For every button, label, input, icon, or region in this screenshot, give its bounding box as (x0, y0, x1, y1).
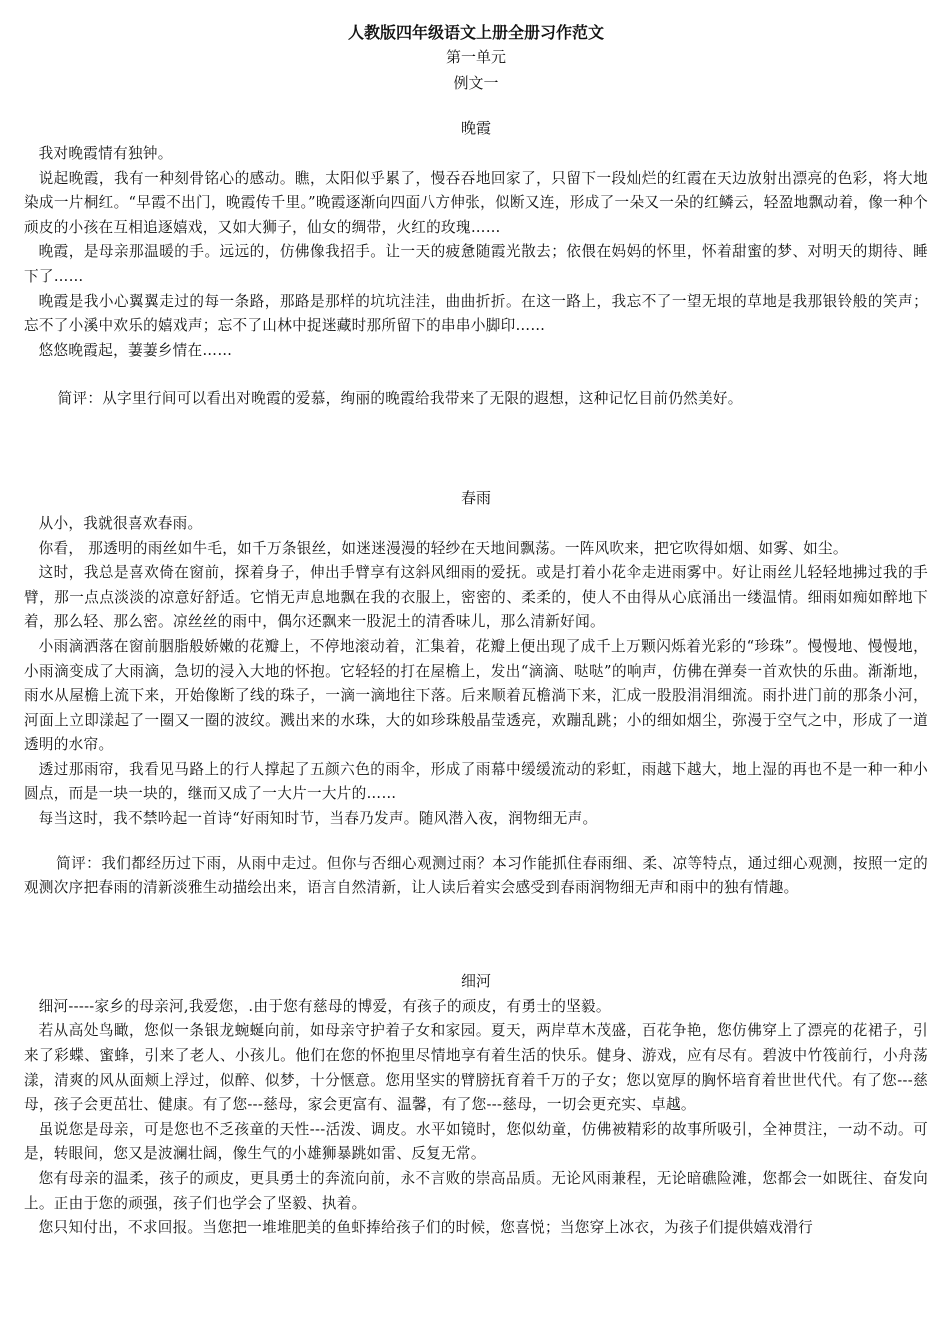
paragraph: 若从高处鸟瞰，您似一条银龙蜿蜒向前，如母亲守护着子女和家园。夏天，两岸草木茂盛，百花争艳，您仿佛穿上了漂亮的花裙子，引来了彩蝶、蜜蜂，引来了老人、小孩儿。他们在您的怀抱里尽情地享有着生活的快乐。健身、游戏，应有尽有。碧波中竹筏前行，小舟荡漾，清爽的风从面颊上浮过，似醉、似梦，十分惬意。您用坚实的臂膀抚育着千万的子女；您以宽厚的胸怀培育着世世代代。有了您---慈母，孩子会更茁壮、健康。有了您---慈母，家会更富有、温馨，有了您---慈母，一切会更充实、卓越。 (24, 1022, 928, 1114)
paragraph: 这时，我总是喜欢倚在窗前，探着身子，伸出手臂享有这斜风细雨的爱抚。或是打着小花伞走进雨雾中。好让雨丝儿轻轻地拂过我的手臂，那一点点淡淡的凉意好舒适。它悄无声息地飘在我的衣服上，密密的、柔柔的，使人不由得从心底涌出一缕温情。细雨如痴如醉地下着，那么轻、那么密。凉丝丝的雨中，偶尔还飘来一股泥土的清香味儿，那么清新好闻。 (24, 564, 928, 631)
paragraph: 小雨滴洒落在窗前胭脂般娇嫩的花瓣上，不停地滚动着，汇集着，花瓣上便出现了成千上万颗闪烁着光彩的“珍珠”。慢慢地、慢慢地，小雨滴变成了大雨滴，急切的浸入大地的怀抱。它轻轻的打在屋檐上，发出“滴滴、哒哒”的响声，仿佛在弹奏一首欢快的乐曲。渐渐地，雨水从屋檐上流下来，开始像断了线的珠子，一滴一滴地往下落。后来顺着瓦檐淌下来，汇成一股股涓涓细流。雨扑进门前的那条小河，河面上立即漾起了一圈又一圈的波纹。溅出来的水珠，大的如珍珠般晶莹透亮，欢蹦乱跳；小的细如烟尘，弥漫于空气之中，形成了一道透明的水帘。 (24, 637, 928, 754)
paragraph: 您有母亲的温柔，孩子的顽皮，更具勇士的奔流向前，永不言败的崇高品质。无论风雨兼程，无论暗礁险滩，您都会一如既往、奋发向上。正由于您的顽强，孩子们也学会了坚毅、执着。 (24, 1170, 928, 1212)
essay-xihe (24, 969, 928, 1241)
essay-comment: 简评：从字里行间可以看出对晚霞的爱慕，绚丽的晚霞给我带来了无限的遐想，这种记忆目前仍然美好。 (57, 390, 743, 408)
paragraph: 细河-----家乡的母亲河,我爱您，.由于您有慈母的博爱，有孩子的顽皮，有勇士的坚毅。 (38, 997, 611, 1015)
essay-title: 春雨 (460, 488, 491, 507)
document-title: 人教版四年级语文上册全册习作范文 (347, 23, 604, 42)
example-label: 例文一 (453, 74, 499, 92)
essay-chunyu (24, 486, 928, 901)
essay-wanxia (24, 116, 928, 412)
unit-heading: 第一单元 (445, 48, 506, 66)
paragraph: 我对晚霞情有独钟。 (38, 145, 173, 162)
paragraph: 悠悠晚霞起，萋萋乡情在…… (38, 341, 233, 359)
paragraph: 虽说您是母亲，可是您也不乏孩童的天性---活泼、调皮。水平如镜时，您似幼童，仿佛被精彩的故事所吸引，全神贯注，一动不动。可是，转眼间，您又是波澜壮阔，像生气的小雄狮暴跳如雷、反复无常。 (24, 1120, 928, 1163)
essay-title: 晚霞 (460, 119, 491, 137)
essay-title: 细河 (460, 971, 491, 990)
paragraph: 晚霞，是母亲那温暖的手。远远的，仿佛像我招手。让一天的疲惫随霞光散去；依偎在妈妈的怀里，怀着甜蜜的梦、对明天的期待、睡下了…… (24, 243, 928, 285)
paragraph: 从小，我就很喜欢春雨。 (38, 514, 203, 532)
paragraph: 您只知付出，不求回报。当您把一堆堆肥美的鱼虾捧给孩子们的时候，您喜悦；当您穿上冰衣，为孩子们提供嬉戏滑行 (38, 1219, 814, 1237)
essay-comment: 简评：我们都经历过下雨，从雨中走过。但你与否细心观测过雨？本习作能抓住春雨细、柔、凉等特点，通过细心观测，按照一定的观测次序把春雨的清新淡雅生动描绘出来，语言自然清新，让人读后着实会感受到春雨润物细无声和雨中的独有情趣。 (24, 854, 928, 897)
paragraph: 说起晚霞，我有一种刻骨铭心的感动。瞧，太阳似乎累了，慢吞吞地回家了，只留下一段灿烂的红霞在天边放射出漂亮的色彩，将大地染成一片桐红。“早霞不出门，晚霞传千里。”晚霞逐渐向四面八方伸张，似断又连，形成了一朵又一朵的红鳞云，轻盈地飘动着，像一种个顽皮的小孩在互相追逐嬉戏，又如大狮子，仙女的绸带，火红的玫瑰…… (24, 169, 928, 236)
paragraph: 你看， 那透明的雨丝如牛毛，如千万条银丝，如迷迷漫漫的轻纱在天地间飘荡。一阵风吹来，把它吹得如烟、如雾、如尘。 (38, 539, 848, 557)
paragraph: 晚霞是我小心翼翼走过的每一条路，那路是那样的坑坑洼洼，曲曲折折。在这一路上，我忘不了一望无垠的草地是我那银铃般的笑声；忘不了小溪中欢乐的嬉戏声；忘不了山林中捉迷藏时那所留下的串串小脚印…… (24, 292, 928, 335)
paragraph: 透过那雨帘，我看见马路上的行人撑起了五颜六色的雨伞，形成了雨幕中缓缓流动的彩虹，雨越下越大，地上湿的再也不是一种一种小圆点，而是一块一块的，继而又成了一大片一大片的…… (24, 760, 928, 803)
paragraph: 每当这时，我不禁吟起一首诗“好雨知时节，当春乃发声。随风潜入夜，润物细无声。 (38, 810, 598, 828)
